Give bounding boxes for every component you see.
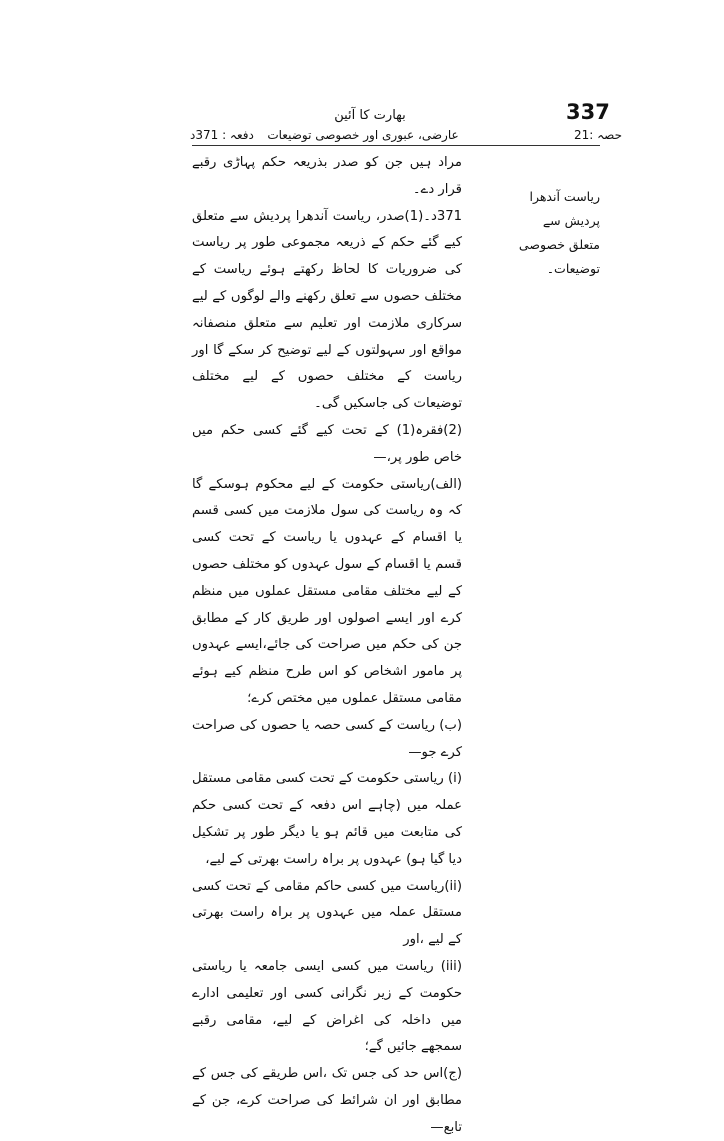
running-title: بھارت کا آئین — [334, 108, 406, 123]
paragraph: (ج)اس حد کی جس تک ،اس طریقے کی جس کے مطابق اور ان شرائط کی صراحت کرے، جن کے تابع— — [192, 1066, 462, 1135]
paragraph: (ب) ریاست کے کسی حصہ یا حصوں کی صراحت کرے جو— — [192, 717, 462, 760]
paragraph: (ii)ریاست میں کسی حاکم مقامی کے تحت کسی مستقل عملہ میں عہدوں پر براہ راست بھرتی کے لیے ،اور — [192, 878, 462, 948]
paragraph: 371د۔(1)صدر، ریاست آندھرا پردیش سے متعلق کیے گئے حکم کے ذریعہ مجموعی طور پر ریاست کی ضروریات کا لحاظ رکھتے ہوئے ریاست کے مختلف حصوں سے تعلق رکھنے والے لوگوں کے لیے سرکاری ملازمت اور تعلیم سے متعلق منصفانہ مواقع اور سہولتوں کے لیے توضیح کر سکے گا اور ریاست کے مختلف حصوں کے لیے مختلف توضیعات کی جاسکیں گی۔ — [192, 208, 462, 412]
body-text — [192, 150, 498, 1141]
part-label: حصہ :21 — [574, 128, 622, 142]
section-label: دفعہ : 371د — [190, 128, 254, 142]
margin-note: ریاست آندھرا پردیش سے متعلق خصوصی توضیعات۔ — [518, 189, 600, 276]
page-number: 337 — [566, 100, 610, 124]
paragraph: (2)فقرہ(1) کے تحت کیے گئے کسی حکم میں خاص طور پر،— — [192, 422, 462, 465]
paragraph: (i) ریاستی حکومت کے تحت کسی مقامی مستقل عملہ میں (چاہے اس دفعہ کے تحت کسی حکم کی متابعت میں قائم ہو یا دیگر طور پر تشکیل دیا گیا ہو) عہدوں پر براہ راست بھرتی کے لیے، — [192, 771, 462, 867]
paragraph: (الف)ریاستی حکومت کے لیے محکوم ہوسکے گا کہ وہ ریاست کی سول ملازمت میں کسی قسم یا اقسام کے عہدوں یا ریاست کے تحت کسی قسم یا اقسام کے سول عہدوں کو مختلف حصوں کے لیے مختلف مقامی مستقل عملوں میں منظم کرے اور ایسے اصولوں اور طریق کار کے مطابق جن کی حکم میں صراحت کی جائے،ایسے عہدوں پر مامور اشخاص کو اس طرح منظم کیے ہوئے مقامی مستقل عملوں میں مختص کرے؛ — [192, 476, 462, 706]
paragraph: مراد ہیں جن کو صدر بذریعہ حکم پہاڑی رقبے قرار دے۔ — [192, 155, 462, 197]
chapter-subtitle: عارضی، عبوری اور خصوصی توضیعات — [267, 128, 459, 142]
paragraph: (iii) ریاست میں کسی ایسی جامعہ یا ریاستی حکومت کے زیر نگرانی کسی اور تعلیمی ادارے میں داخلہ کی اغراض کے لیے، مقامی رقبے سمجھے جائیں گے؛ — [192, 958, 462, 1055]
header-rule — [192, 145, 600, 146]
